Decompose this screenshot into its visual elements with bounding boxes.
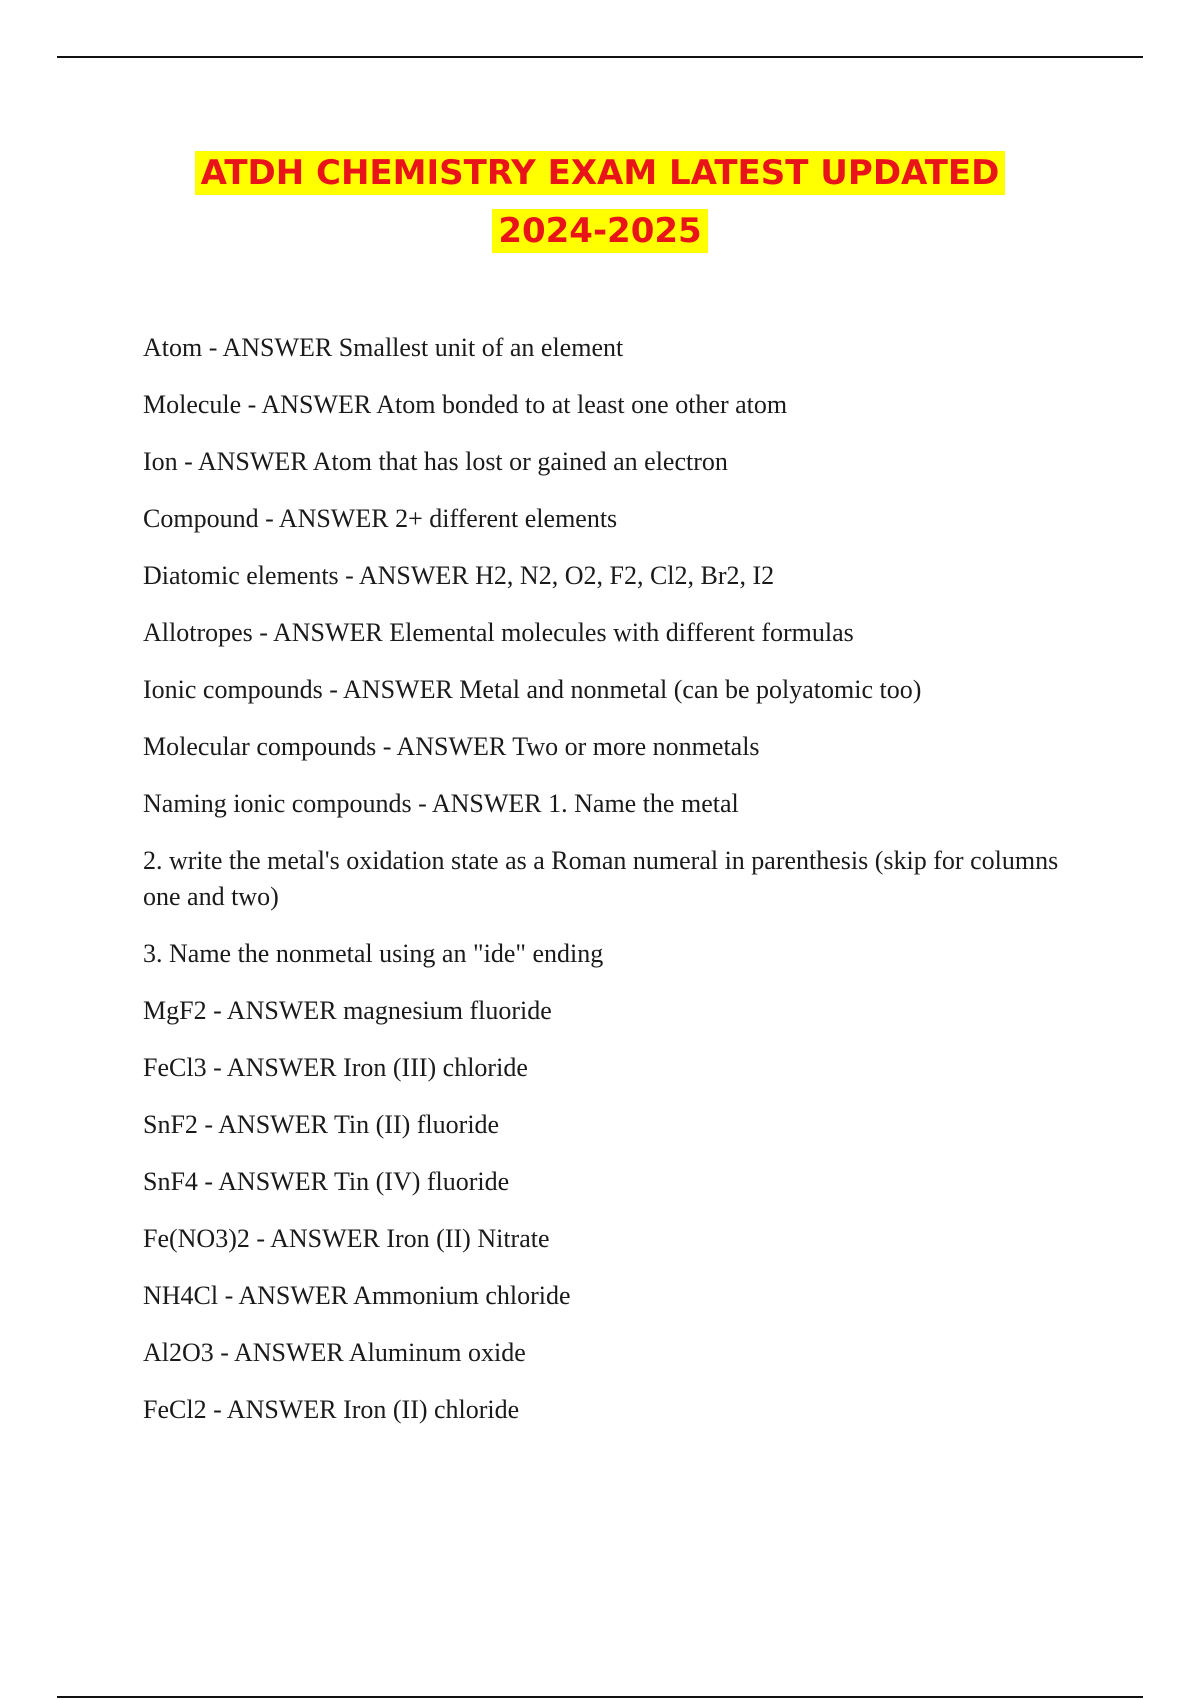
- top-divider: [57, 56, 1143, 58]
- qa-entry-allotropes: Allotropes - ANSWER Elemental molecules with different formulas: [143, 618, 854, 647]
- title-line-2: [0, 202, 1200, 260]
- title-line-2-text: 2024-2025: [492, 209, 707, 253]
- qa-entry-atom: Atom - ANSWER Smallest unit of an element: [143, 333, 624, 362]
- qa-entry-fecl3: FeCl3 - ANSWER Iron (III) chloride: [143, 1053, 528, 1082]
- qa-entry-fecl2: FeCl2 - ANSWER Iron (II) chloride: [143, 1395, 520, 1424]
- qa-entry-naming-ionic-compounds: Naming ionic compounds - ANSWER 1. Name the metal: [143, 789, 739, 818]
- qa-entry-naming-step-3: 3. Name the nonmetal using an "ide" ending: [143, 939, 604, 968]
- bottom-divider: [57, 1696, 1143, 1698]
- qa-entry-molecular-compounds: Molecular compounds - ANSWER Two or more nonmetals: [143, 732, 760, 761]
- qa-list: [143, 330, 1063, 1449]
- qa-entry-diatomic-elements: Diatomic elements - ANSWER H2, N2, O2, F2, Cl2, Br2, I2: [143, 561, 775, 590]
- qa-entry-molecule: Molecule - ANSWER Atom bonded to at least one other atom: [143, 390, 788, 419]
- qa-entry-snf2: SnF2 - ANSWER Tin (II) fluoride: [143, 1110, 500, 1139]
- qa-entry-fe-no3-2: Fe(NO3)2 - ANSWER Iron (II) Nitrate: [143, 1224, 550, 1253]
- qa-entry-naming-step-2: 2. write the metal's oxidation state as a Roman numeral in parenthesis (skip for columns one and two): [143, 846, 1059, 911]
- title-line-1: [0, 144, 1200, 202]
- page-title: [0, 144, 1200, 260]
- qa-entry-ion: Ion - ANSWER Atom that has lost or gained an electron: [143, 447, 728, 476]
- qa-entry-mgf2: MgF2 - ANSWER magnesium fluoride: [143, 996, 552, 1025]
- qa-entry-ionic-compounds: Ionic compounds - ANSWER Metal and nonmetal (can be polyatomic too): [143, 675, 922, 704]
- qa-entry-snf4: SnF4 - ANSWER Tin (IV) fluoride: [143, 1167, 510, 1196]
- qa-entry-compound: Compound - ANSWER 2+ different elements: [143, 504, 618, 533]
- qa-entry-nh4cl: NH4Cl - ANSWER Ammonium chloride: [143, 1281, 571, 1310]
- title-line-1-text: ATDH CHEMISTRY EXAM LATEST UPDATED: [195, 151, 1006, 195]
- qa-entry-al2o3: Al2O3 - ANSWER Aluminum oxide: [143, 1338, 526, 1367]
